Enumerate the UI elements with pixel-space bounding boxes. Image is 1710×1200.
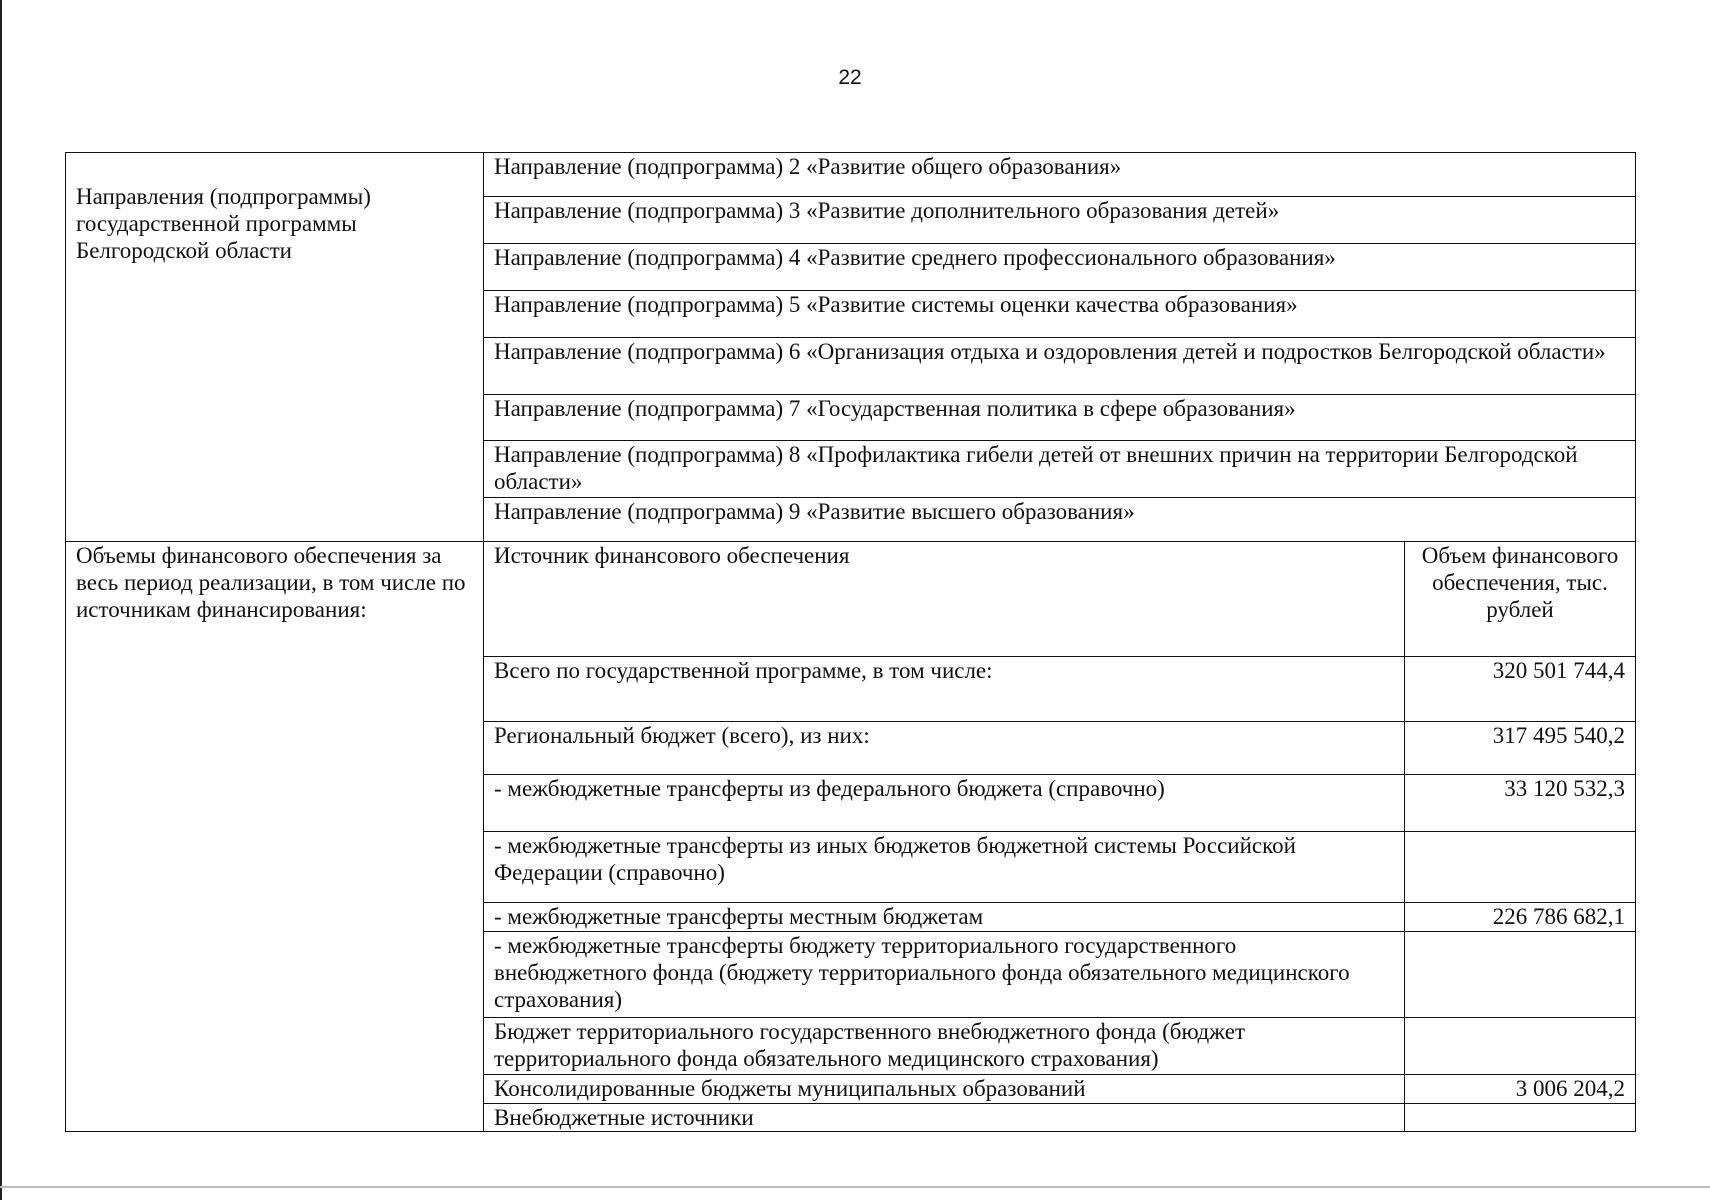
financing-value: 317 495 540,2 [1404,722,1635,775]
direction-item: Направление (подпрограмма) 7 «Государственная политика в сфере образования» [484,395,1636,441]
page-number: 22 [838,66,862,89]
financing-source: - межбюджетные трансферты из федерального бюджета (справочно) [484,775,1405,832]
direction-item: Направление (подпрограмма) 3 «Развитие дополнительного образования детей» [484,197,1636,244]
financing-source: Бюджет территориального государственного внебюджетного фонда (бюджет территориального фонда обязательного медицинского страхования) [484,1018,1405,1075]
financing-source: Всего по государственной программе, в том числе: [484,657,1405,722]
financing-source: Внебюджетные источники [484,1104,1405,1132]
direction-item: Направление (подпрограмма) 8 «Профилактика гибели детей от внешних причин на территории Белгородской области» [484,441,1636,498]
financing-value: 320 501 744,4 [1404,657,1635,722]
financing-source: - межбюджетные трансферты бюджету территориального государственного внебюджетного фонда (бюджету территориального фонда обязательного медицинского страхования) [484,932,1405,1018]
financing-source: Региональный бюджет (всего), из них: [484,722,1405,775]
direction-item: Направление (подпрограмма) 9 «Развитие высшего образования» [484,498,1636,542]
direction-item: Направление (подпрограмма) 5 «Развитие системы оценки качества образования» [484,291,1636,338]
directions-label: Направления (подпрограммы) государственной программы Белгородской области [66,153,484,542]
scan-edge-bottom [0,1186,1710,1188]
scan-edge-left [0,0,2,1200]
volume-column-header: Объем финансового обеспечения, тыс. рублей [1404,542,1635,657]
financing-label: Объемы финансового обеспечения за весь период реализации, в том числе по источникам финансирования: [66,542,484,1132]
source-column-header: Источник финансового обеспечения [484,542,1405,657]
financing-value [1404,832,1635,903]
financing-header-row [66,542,1636,657]
direction-item: Направление (подпрограмма) 6 «Организация отдыха и оздоровления детей и подростков Белгородской области» [484,338,1636,395]
financing-value [1404,932,1635,1018]
direction-row [66,153,1636,197]
financing-value: 226 786 682,1 [1404,903,1635,932]
financing-value: 33 120 532,3 [1404,775,1635,832]
financing-source: Консолидированные бюджеты муниципальных образований [484,1075,1405,1104]
financing-value [1404,1018,1635,1075]
financing-source: - межбюджетные трансферты из иных бюджетов бюджетной системы Российской Федерации (справочно) [484,832,1405,903]
program-passport-table [65,152,1636,1132]
direction-item: Направление (подпрограмма) 2 «Развитие общего образования» [484,153,1636,197]
financing-source: - межбюджетные трансферты местным бюджетам [484,903,1405,932]
financing-value [1404,1104,1635,1132]
direction-item: Направление (подпрограмма) 4 «Развитие среднего профессионального образования» [484,244,1636,291]
financing-value: 3 006 204,2 [1404,1075,1635,1104]
